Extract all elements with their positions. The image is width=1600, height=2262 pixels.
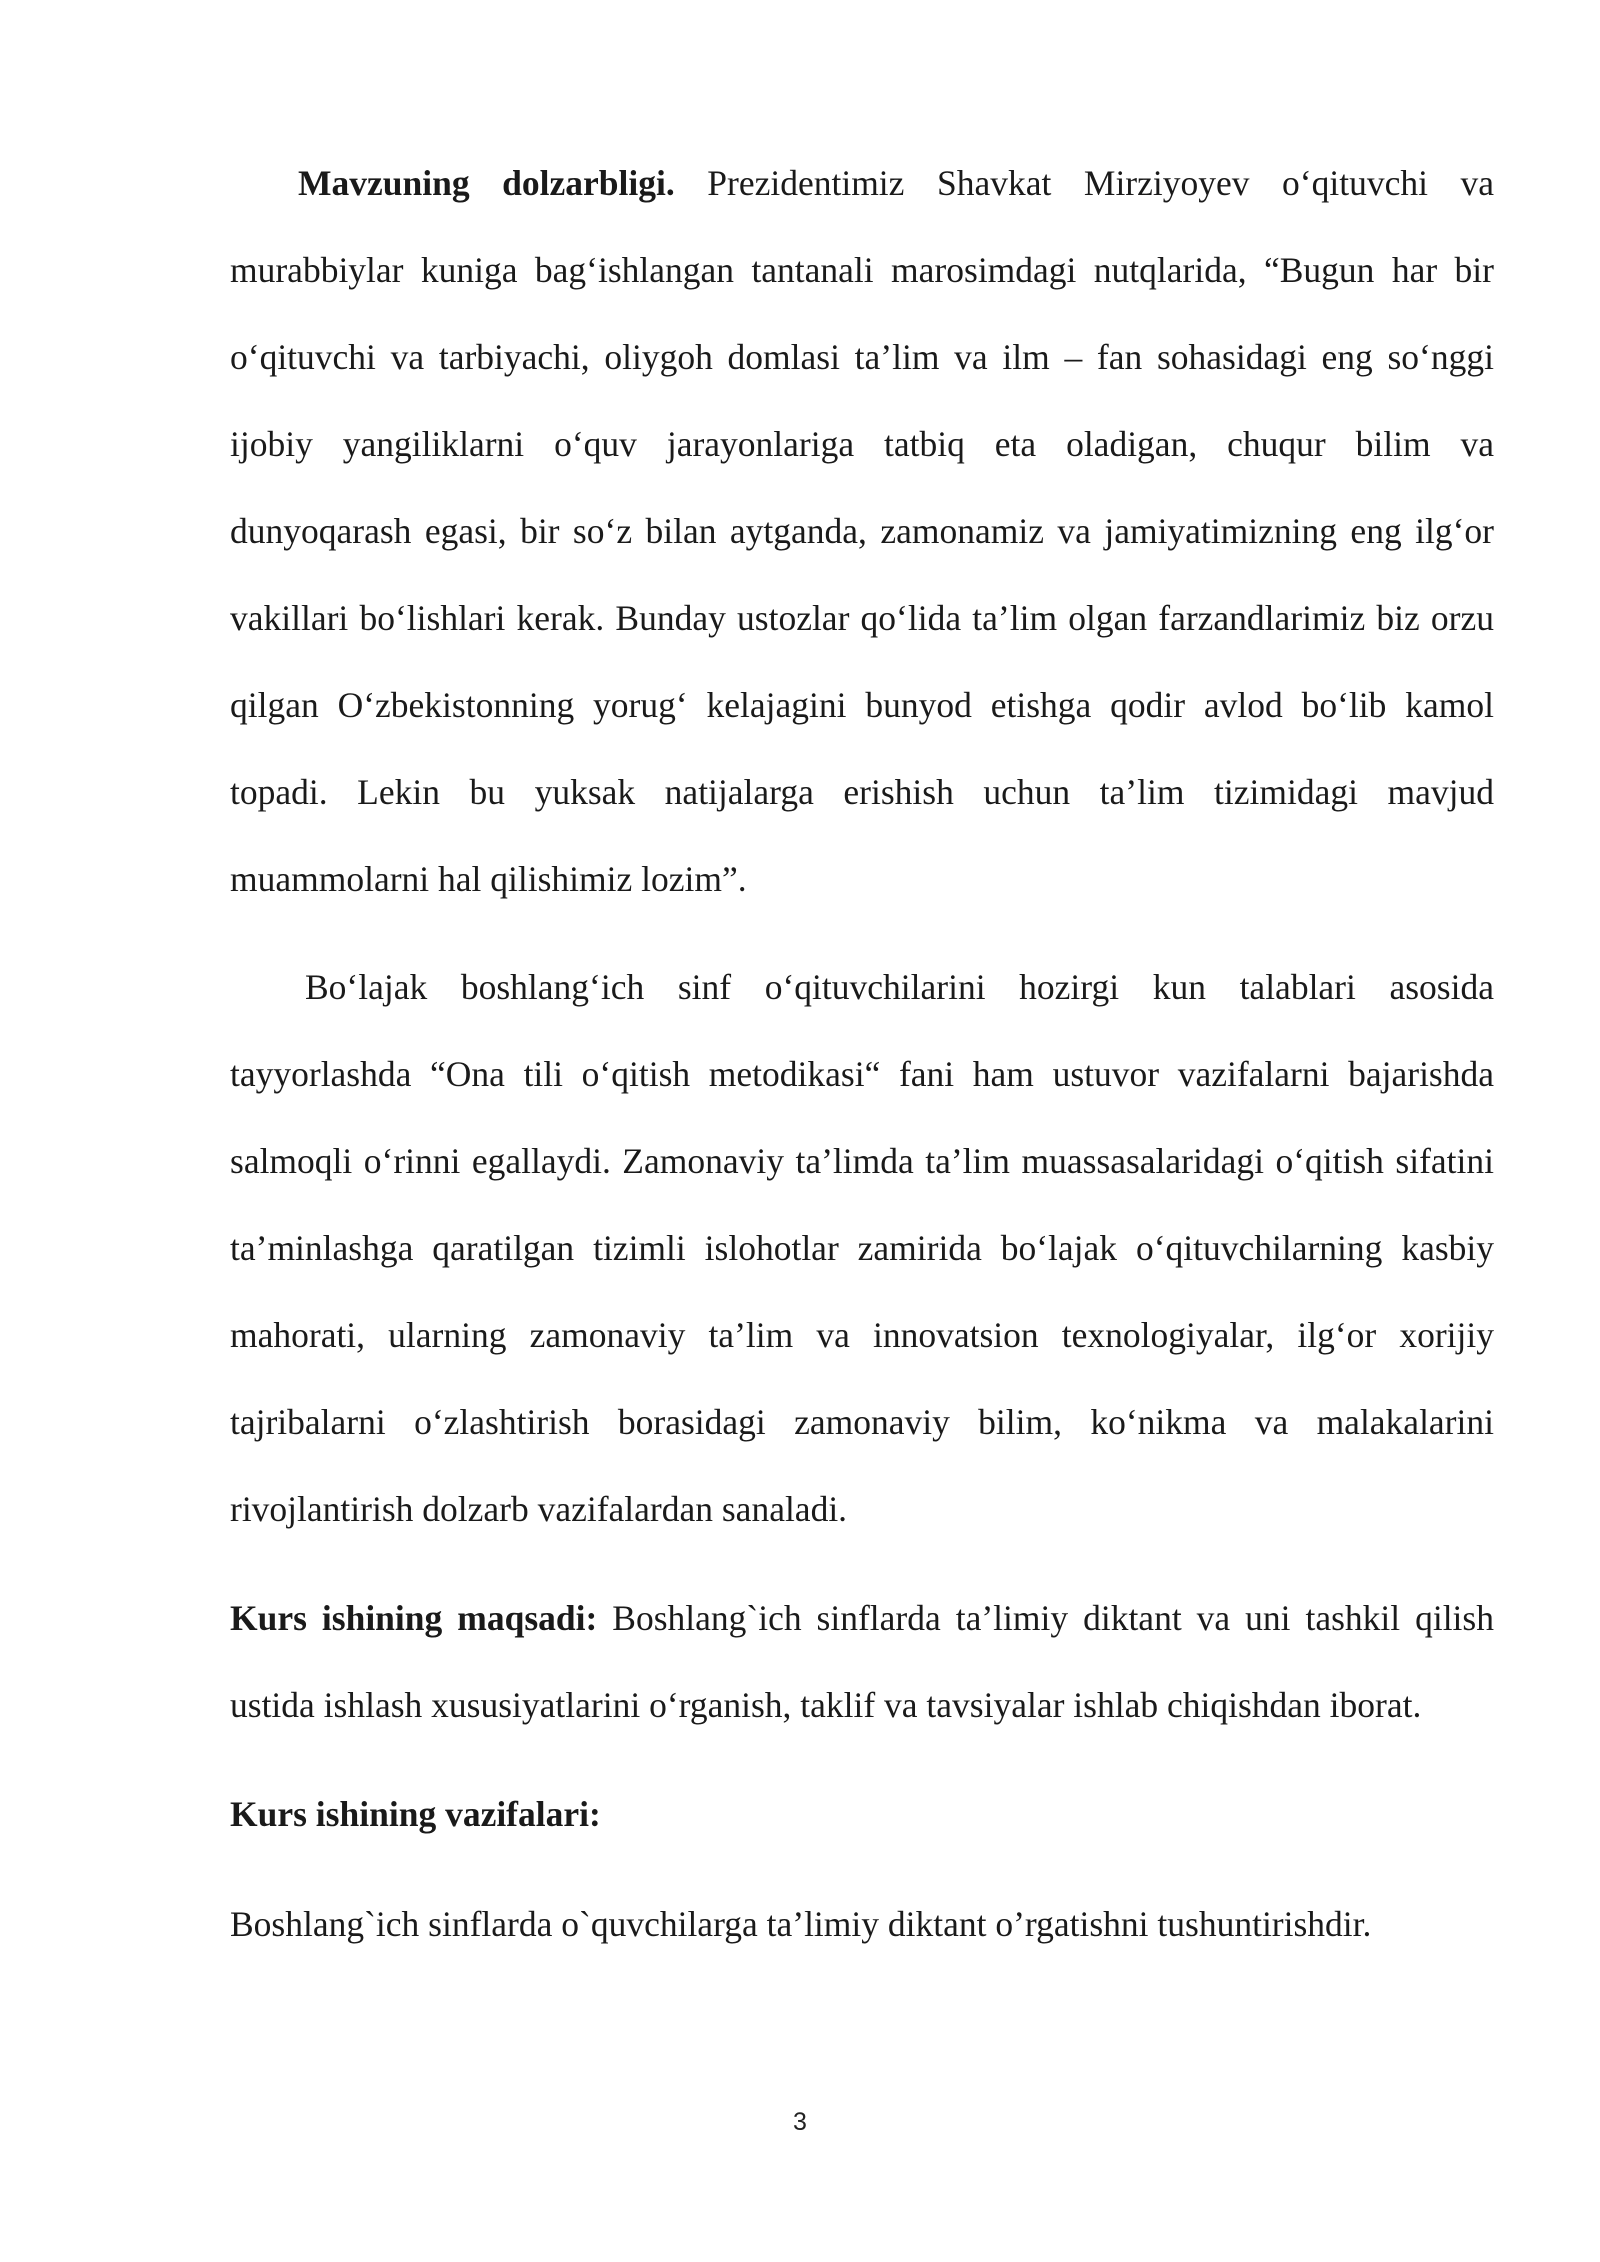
paragraph-relevance-heading: Mavzuning dolzarbligi. bbox=[298, 163, 675, 203]
paragraph-goal-text: Boshlang`ich sinflarda ta’limiy diktant va uni tashkil qilish ustida ishlash xususiyatlarini o‘rganish, taklif va tavsiyalar ishlab chiqishdan iborat. bbox=[230, 1598, 1494, 1725]
paragraph-goal-heading: Kurs ishining maqsadi: bbox=[230, 1598, 598, 1638]
paragraph-relevance-text: Prezidentimiz Shavkat Mirziyoyev o‘qituvchi va murabbiylar kuniga bag‘ishlangan tantanali marosimdagi nutqlarida, “Bugun har bir o‘qituvchi va tarbiyachi, oliygoh domlasi ta’lim va ilm – fan sohasidagi eng so‘nggi ijobiy yangiliklarni o‘quv jarayonlariga tatbiq eta oladigan, chuqur bilim va dunyoqarash egasi, bir so‘z bilan aytganda, zamonamiz va jamiyatimizning eng ilg‘or vakillari bo‘lishlari kerak. Bunday ustozlar qo‘lida ta’lim olgan farzandlarimiz biz orzu qilgan O‘zbekistonning yorug‘ kelajagini bunyod etishga qodir avlod bo‘lib kamol topadi. Lekin bu yuksak natijalarga erishish uchun ta’lim tizimidagi mavjud muammolarni hal qilishimiz lozim”. bbox=[230, 163, 1495, 899]
paragraph-relevance bbox=[230, 140, 1494, 923]
paragraph-future-teachers bbox=[230, 944, 1494, 1553]
tasks-heading: Kurs ishining vazifalari: bbox=[230, 1794, 601, 1834]
document-page bbox=[230, 140, 1494, 1968]
paragraph-tasks-heading bbox=[230, 1771, 1494, 1858]
paragraph-task-item bbox=[230, 1881, 1494, 1968]
paragraph-goal bbox=[230, 1575, 1494, 1749]
task-item-text: Boshlang`ich sinflarda o`quvchilarga ta’limiy diktant o’rgatishni tushuntirishdir. bbox=[230, 1904, 1372, 1944]
paragraph-future-teachers-text: Bo‘lajak boshlang‘ich sinf o‘qituvchilarini hozirgi kun talablari asosida tayyorlashda “Ona tili o‘qitish metodikasi“ fani ham ustuvor vazifalarni bajarishda salmoqli o‘rinni egallaydi. Zamonaviy ta’limda ta’lim muassasalaridagi o‘qitish sifatini ta’minlashga qaratilgan tizimli islohotlar zamirida bo‘lajak o‘qituvchilarning kasbiy mahorati, ularning zamonaviy ta’lim va innovatsion texnologiyalar, ilg‘or xorijiy tajribalarni o‘zlashtirish borasidagi zamonaviy bilim, ko‘nikma va malakalarini rivojlantirish dolzarb vazifalardan sanaladi. bbox=[230, 967, 1494, 1529]
page-number: 3 bbox=[793, 2108, 807, 2136]
